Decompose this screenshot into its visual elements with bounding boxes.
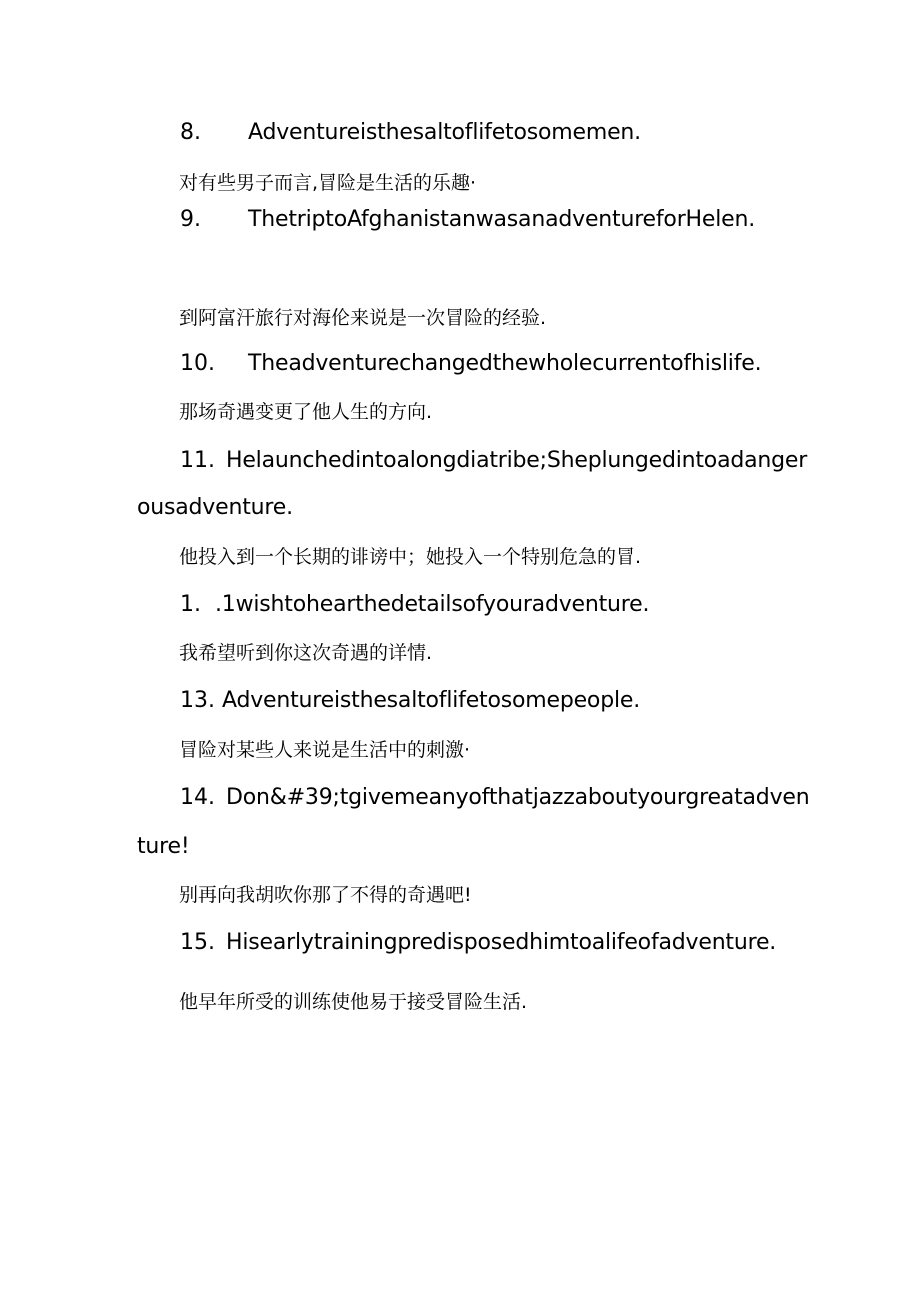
item-number: 9.	[180, 207, 201, 232]
english-sentence: Adventureisthesaltoflifetosomepeople.	[222, 688, 641, 713]
chinese-translation: 他早年所受的训练使他易于接受冒险生活.	[179, 991, 528, 1013]
chinese-translation: 别再向我胡吹你那了不得的奇遇吧!	[179, 884, 472, 906]
chinese-translation: 他投入到一个长期的诽谤中；她投入一个特别危急的冒.	[179, 546, 642, 568]
item-number: 14.	[180, 785, 215, 810]
chinese-translation: 我希望听到你这次奇遇的详情.	[179, 642, 433, 664]
english-sentence: .1wishtohearthedetailsofyouradventure.	[215, 592, 650, 617]
chinese-translation: 冒险对某些人来说是生活中的刺激·	[179, 739, 471, 761]
item-number: 1.	[180, 592, 201, 617]
english-sentence-line1: Helaunchedintoalongdiatribe;Sheplungedintoadanger	[226, 448, 808, 473]
item-number: 11.	[180, 448, 215, 473]
chinese-translation: 那场奇遇变更了他人生的方向.	[179, 401, 433, 423]
english-sentence-line2: ture!	[137, 834, 190, 859]
chinese-translation: 到阿富汗旅行对海伦来说是一次冒险的经验.	[179, 307, 547, 329]
english-sentence: ThetriptoAfghanistanwasanadventureforHelen.	[248, 207, 756, 232]
item-number: 8.	[180, 120, 201, 145]
english-sentence-line1: Don&#39;tgivemeanyofthatjazzaboutyourgreatadven	[226, 785, 810, 810]
english-sentence: Theadventurechangedthewholecurrentofhislife.	[248, 351, 762, 376]
item-number: 10.	[180, 351, 215, 376]
english-sentence: Adventureisthesaltoflifetosomemen.	[248, 120, 641, 145]
chinese-translation: 对有些男子而言,冒险是生活的乐趣·	[179, 172, 477, 194]
item-number: 13.	[180, 688, 215, 713]
english-sentence: Hisearlytrainingpredisposedhimtoalifeofadventure.	[226, 930, 777, 955]
english-sentence-line2: ousadventure.	[137, 495, 293, 520]
item-number: 15.	[180, 930, 215, 955]
